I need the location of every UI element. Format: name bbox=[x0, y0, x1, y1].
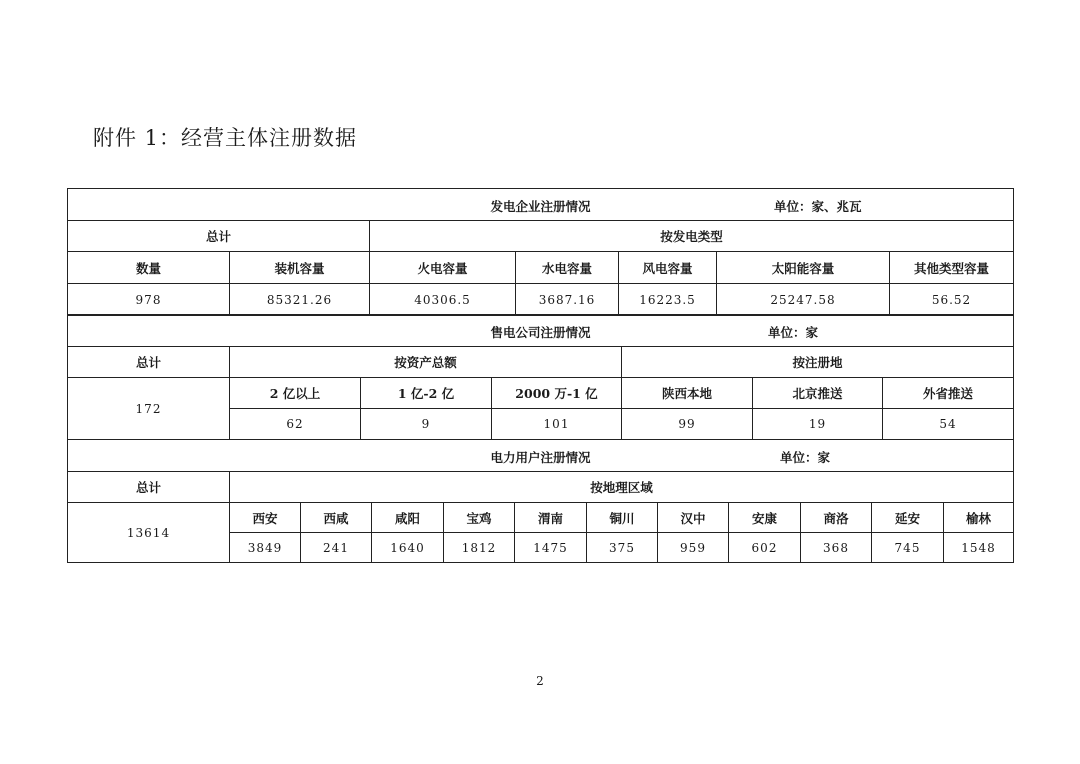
document-title: 附件 1：经营主体注册数据 bbox=[93, 126, 358, 150]
table-cell: 19 bbox=[753, 409, 883, 440]
table-cell: 16223.5 bbox=[619, 284, 717, 316]
column-header: 汉中 bbox=[658, 503, 729, 533]
column-header: 装机容量 bbox=[230, 252, 370, 284]
users-caption-row bbox=[68, 440, 1014, 472]
table-cell: 3687.16 bbox=[516, 284, 619, 316]
users-unit: 单位：家 bbox=[780, 450, 831, 465]
column-header: 西咸 bbox=[301, 503, 372, 533]
generation-type-header: 按发电类型 bbox=[370, 221, 1014, 252]
column-header: 延安 bbox=[872, 503, 944, 533]
column-header: 宝鸡 bbox=[444, 503, 515, 533]
table-cell: 978 bbox=[68, 284, 230, 316]
retail-caption: 售电公司注册情况 bbox=[490, 325, 591, 340]
generation-caption: 发电企业注册情况 bbox=[490, 199, 591, 214]
table-cell: 3849 bbox=[230, 533, 301, 563]
table-cell: 1548 bbox=[944, 533, 1014, 563]
table-cell: 9 bbox=[361, 409, 492, 440]
column-header: 外省推送 bbox=[883, 378, 1014, 409]
table-cell: 62 bbox=[230, 409, 361, 440]
retail-unit: 单位：家 bbox=[768, 325, 819, 340]
retail-total-header: 总计 bbox=[68, 347, 230, 378]
users-total-value: 13614 bbox=[68, 503, 230, 563]
table-cell: 101 bbox=[492, 409, 622, 440]
generation-unit: 单位：家、兆瓦 bbox=[774, 199, 862, 214]
generation-caption-row bbox=[68, 189, 1014, 221]
column-header: 其他类型容量 bbox=[890, 252, 1014, 284]
column-header: 榆林 bbox=[944, 503, 1014, 533]
table-cell: 99 bbox=[622, 409, 753, 440]
users-table bbox=[67, 439, 1014, 563]
column-header: 火电容量 bbox=[370, 252, 516, 284]
table-cell: 745 bbox=[872, 533, 944, 563]
column-header: 渭南 bbox=[515, 503, 587, 533]
table-cell: 40306.5 bbox=[370, 284, 516, 316]
table-cell: 241 bbox=[301, 533, 372, 563]
column-header: 2000 万-1 亿 bbox=[492, 378, 622, 409]
table-cell: 375 bbox=[587, 533, 658, 563]
table-cell: 85321.26 bbox=[230, 284, 370, 316]
column-header: 1 亿-2 亿 bbox=[361, 378, 492, 409]
table-cell: 56.52 bbox=[890, 284, 1014, 316]
column-header: 铜川 bbox=[587, 503, 658, 533]
table-cell: 54 bbox=[883, 409, 1014, 440]
page-number: 2 bbox=[536, 674, 544, 688]
column-header: 商洛 bbox=[801, 503, 872, 533]
users-caption: 电力用户注册情况 bbox=[490, 450, 591, 465]
users-total-header: 总计 bbox=[68, 472, 230, 503]
column-header: 陕西本地 bbox=[622, 378, 753, 409]
table-cell: 1812 bbox=[444, 533, 515, 563]
column-header: 西安 bbox=[230, 503, 301, 533]
column-header: 北京推送 bbox=[753, 378, 883, 409]
generation-table bbox=[67, 188, 1014, 316]
table-cell: 368 bbox=[801, 533, 872, 563]
retail-table bbox=[67, 314, 1014, 440]
generation-total-header: 总计 bbox=[68, 221, 370, 252]
column-header: 数量 bbox=[68, 252, 230, 284]
table-cell: 602 bbox=[729, 533, 801, 563]
retail-asset-header: 按资产总额 bbox=[230, 347, 622, 378]
table-cell: 1640 bbox=[372, 533, 444, 563]
column-header: 安康 bbox=[729, 503, 801, 533]
column-header: 水电容量 bbox=[516, 252, 619, 284]
table-cell: 959 bbox=[658, 533, 729, 563]
column-header: 太阳能容量 bbox=[717, 252, 890, 284]
retail-total-value: 172 bbox=[68, 378, 230, 440]
column-header: 咸阳 bbox=[372, 503, 444, 533]
column-header: 2 亿以上 bbox=[230, 378, 361, 409]
column-header: 风电容量 bbox=[619, 252, 717, 284]
table-cell: 1475 bbox=[515, 533, 587, 563]
table-cell: 25247.58 bbox=[717, 284, 890, 316]
users-region-header: 按地理区域 bbox=[230, 472, 1014, 503]
retail-location-header: 按注册地 bbox=[622, 347, 1014, 378]
retail-caption-row bbox=[68, 315, 1014, 347]
